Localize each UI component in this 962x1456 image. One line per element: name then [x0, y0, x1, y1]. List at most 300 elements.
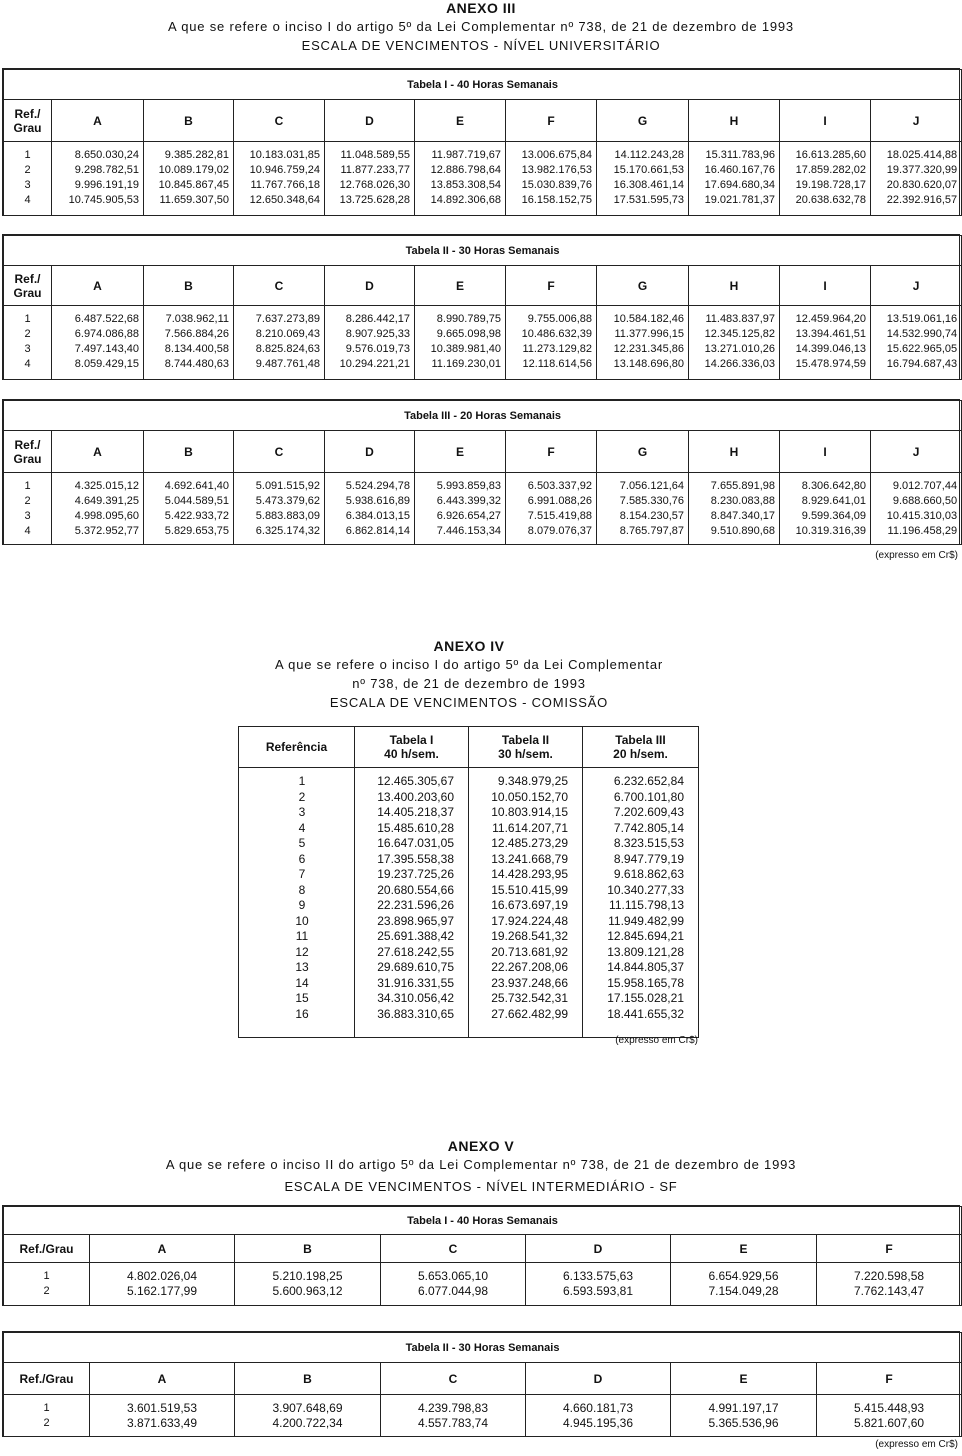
ref-grade-value: 2 [24, 164, 31, 176]
column-header: C [234, 266, 325, 306]
grade-table [3, 1332, 962, 1437]
salary-value: 14.532.990,74 [886, 328, 958, 340]
salary-value: 8.230.083,88 [710, 495, 775, 507]
salary-value: 3.907.648,69 [272, 1401, 343, 1415]
column-header: A [52, 266, 144, 306]
salary-value: 18.441.655,32 [607, 1006, 684, 1021]
salary-value: 27.618.242,55 [377, 944, 454, 959]
column-header: D [325, 431, 415, 473]
value-cell [871, 142, 962, 216]
salary-value: 16.647.031,05 [377, 836, 454, 850]
column-header-ref-line: Ref./ [14, 437, 41, 452]
value-cell [90, 1263, 235, 1306]
salary-value: 5.091.515,92 [255, 480, 320, 492]
column-header: J [871, 431, 962, 473]
column-header: E [671, 1235, 817, 1263]
reference-value: 1 [298, 774, 306, 788]
grade-table [3, 400, 962, 545]
salary-value: 10.050.152,70 [491, 789, 568, 804]
salary-value: 5.365.536,96 [708, 1416, 779, 1430]
value-cell [144, 473, 234, 545]
value-cell [415, 473, 506, 545]
salary-value: 6.487.522,68 [74, 313, 139, 325]
salary-value: 7.056.121,64 [619, 480, 684, 492]
salary-value: 5.993.859,83 [436, 480, 501, 492]
column-header-line: Tabela I [389, 733, 434, 747]
ref-grade-value: 3 [24, 510, 31, 522]
value-cell [52, 306, 144, 380]
salary-value: 8.059.429,15 [74, 358, 139, 370]
column-header: E [415, 100, 506, 142]
salary-value: 7.202.609,43 [613, 805, 684, 819]
salary-value: 4.802.026,04 [126, 1269, 198, 1283]
column-header: H [689, 100, 780, 142]
salary-value: 9.348.979,25 [497, 774, 568, 788]
salary-value: 11.048.589,55 [340, 149, 410, 161]
annex3-scale-title: ESCALA DE VENCIMENTOS - NÍVEL UNIVERSITÁRIO [301, 38, 661, 53]
ref-grade-value: 2 [43, 1285, 50, 1297]
value-cell [597, 142, 689, 216]
salary-value: 8.825.824,63 [255, 343, 320, 355]
commission-table [238, 726, 699, 1038]
value-cell [526, 1263, 671, 1306]
reference-value: 7 [298, 867, 306, 881]
ref-grade-value: 1 [24, 149, 31, 161]
reference-value: 16 [295, 1006, 309, 1021]
column-header: C [381, 1363, 526, 1395]
salary-value: 5.829.653,75 [164, 525, 229, 537]
salary-value: 7.566.884,26 [164, 328, 229, 340]
salary-value: 12.118.614,56 [522, 358, 592, 370]
salary-value: 11.483.837,97 [705, 313, 775, 325]
annex4-subtitle-1: A que se refere o inciso I do artigo 5º da Lei Complementar [275, 657, 663, 672]
salary-value: 19.268.541,32 [491, 929, 568, 943]
grade-table [3, 235, 962, 380]
salary-value: 19.377.320,99 [886, 164, 958, 176]
salary-value: 12.465.305,67 [377, 774, 454, 788]
column-header-line: Tabela III [615, 733, 666, 747]
salary-value: 12.768.026,30 [339, 179, 410, 191]
salary-value: 11.169.230,01 [431, 358, 501, 370]
salary-value: 6.133.575,63 [562, 1269, 634, 1283]
salary-value: 16.673.697,19 [491, 898, 568, 912]
value-cell [689, 142, 780, 216]
annex3-header [0, 0, 962, 55]
annex4-title: ANEXO IV [433, 638, 505, 654]
column-header-line: 30 h/sem. [498, 747, 553, 761]
value-cell [689, 473, 780, 545]
salary-value: 8.286.442,17 [345, 313, 410, 325]
salary-value: 12.886.798,64 [430, 164, 501, 176]
salary-value: 13.006.675,84 [521, 149, 592, 161]
salary-value: 10.183.031,85 [249, 149, 320, 161]
annex5-header [0, 1138, 962, 1196]
column-header-line: Tabela II [501, 733, 550, 747]
column-header: H [689, 431, 780, 473]
annex5-table-2 [2, 1331, 960, 1437]
ref-grade-value: 2 [43, 1417, 50, 1429]
value-cell [325, 142, 415, 216]
salary-value: 9.576.019,73 [345, 343, 410, 355]
salary-value: 12.650.348,64 [249, 194, 320, 206]
salary-value: 13.725.628,28 [339, 194, 410, 206]
ref-grade-value: 3 [24, 179, 31, 191]
salary-value: 13.241.668,79 [491, 851, 568, 866]
salary-value: 5.372.952,77 [74, 525, 139, 537]
annex4-header [230, 638, 708, 712]
value-cell [235, 1395, 381, 1437]
column-header [239, 727, 355, 768]
salary-value: 16.613.285,60 [795, 149, 866, 161]
salary-value: 13.982.176,53 [521, 164, 592, 176]
column-header: B [235, 1235, 381, 1263]
salary-value: 14.405.218,37 [377, 805, 454, 819]
salary-value: 3.601.519,53 [126, 1401, 198, 1415]
salary-value: 14.266.336,03 [704, 358, 775, 370]
salary-value: 15.510.415,99 [491, 882, 568, 897]
salary-value: 12.459.964,20 [795, 313, 866, 325]
ref-grade-value: 4 [24, 194, 31, 206]
column-header: B [144, 431, 234, 473]
salary-value: 6.443.399,32 [436, 495, 501, 507]
value-cell [817, 1395, 962, 1437]
salary-value: 9.618.862,63 [613, 867, 684, 881]
salary-value: 17.694.680,34 [704, 179, 775, 191]
value-cell [526, 1395, 671, 1437]
reference-value: 8 [298, 882, 306, 897]
salary-value: 3.871.633,49 [126, 1416, 198, 1430]
salary-value: 7.585.330,76 [619, 495, 684, 507]
ref-grade-cell [4, 1263, 90, 1306]
grade-table [3, 1206, 962, 1306]
salary-value: 4.557.783,74 [417, 1416, 489, 1430]
column-header: F [817, 1363, 962, 1395]
salary-value: 11.987.719,67 [431, 149, 501, 161]
salary-value: 20.830.620,07 [886, 179, 958, 191]
value-cell [780, 306, 871, 380]
salary-value: 16.158.152,75 [521, 194, 592, 206]
value-cell [583, 768, 699, 1038]
salary-value: 5.162.177,99 [126, 1284, 198, 1298]
salary-value: 6.700.101,80 [613, 789, 684, 804]
ref-grade-value: 1 [24, 480, 31, 492]
salary-value: 14.844.805,37 [607, 960, 684, 974]
column-header-line: 20 h/sem. [613, 747, 668, 761]
salary-value: 8.929.641,01 [801, 495, 866, 507]
salary-value: 10.319.316,39 [795, 525, 866, 537]
salary-value: 11.949.482,99 [608, 913, 684, 928]
salary-value: 7.154.049,28 [708, 1284, 779, 1298]
annex3-subtitle: A que se refere o inciso I do artigo 5º da Lei Complementar nº 738, de 21 de dezembro de 1993 [168, 19, 794, 34]
ref-grade-value: 1 [24, 313, 31, 325]
salary-value: 16.460.167,76 [704, 164, 775, 176]
salary-value: 9.012.707,44 [892, 480, 958, 492]
salary-value: 11.614.207,71 [492, 820, 568, 835]
column-header: J [871, 100, 962, 142]
salary-value: 8.323.515,53 [613, 836, 684, 850]
grade-table [3, 69, 962, 216]
salary-value: 29.689.610,75 [377, 960, 454, 974]
column-header: B [144, 266, 234, 306]
value-cell [90, 1395, 235, 1437]
salary-value: 4.998.095,60 [74, 510, 139, 522]
table-caption: Tabela I - 40 Horas Semanais [4, 70, 962, 100]
salary-value: 8.650.030,24 [74, 149, 139, 161]
annex3-table-2 [2, 234, 960, 380]
annex5-scale-title: ESCALA DE VENCIMENTOS - NÍVEL INTERMEDIÁRIO - SF [284, 1179, 678, 1194]
reference-value: 9 [298, 898, 306, 912]
salary-value: 15.311.783,96 [705, 149, 775, 161]
salary-value: 20.680.554,66 [377, 882, 454, 897]
ref-grade-value: 2 [24, 495, 31, 507]
annex4-subtitle-2: nº 738, de 21 de dezembro de 1993 [352, 676, 586, 691]
reference-value: 13 [295, 960, 309, 974]
salary-value: 19.237.725,26 [377, 867, 454, 881]
salary-value: 13.809.121,28 [607, 944, 684, 959]
value-cell [52, 142, 144, 216]
annex4-scale-title: ESCALA DE VENCIMENTOS - COMISSÃO [329, 695, 609, 710]
salary-value: 7.446.153,34 [436, 525, 501, 537]
salary-value: 8.154.230,57 [619, 510, 684, 522]
value-cell [780, 473, 871, 545]
column-header: F [506, 431, 597, 473]
reference-value: 5 [298, 836, 306, 850]
salary-value: 6.503.337,92 [527, 480, 592, 492]
salary-value: 6.862.814,14 [345, 525, 410, 537]
reference-value: 6 [298, 851, 306, 866]
salary-value: 8.306.642,80 [801, 480, 866, 492]
salary-value: 14.112.243,28 [614, 149, 684, 161]
salary-value: 4.945.195,36 [562, 1416, 634, 1430]
annex3-title: ANEXO III [446, 0, 516, 16]
column-header-ref-line: Grau [13, 285, 42, 300]
salary-value: 5.473.379,62 [255, 495, 320, 507]
value-cell [689, 306, 780, 380]
column-header: E [671, 1363, 817, 1395]
value-cell [871, 306, 962, 380]
column-header [583, 727, 699, 768]
salary-value: 12.845.694,21 [607, 929, 684, 943]
column-header: D [526, 1235, 671, 1263]
salary-value: 8.210.069,43 [255, 328, 320, 340]
ref-grade-value: 2 [24, 328, 31, 340]
column-header-ref-grade [4, 100, 52, 142]
salary-value: 34.310.056,42 [377, 991, 454, 1005]
salary-value: 6.926.654,27 [436, 510, 501, 522]
ref-grade-value: 3 [24, 343, 31, 355]
salary-value: 15.170.661,53 [613, 164, 684, 176]
salary-value: 22.231.596,26 [377, 898, 454, 912]
salary-value: 6.593.593,81 [562, 1284, 634, 1298]
salary-value: 6.232.652,84 [613, 774, 684, 788]
salary-value: 36.883.310,65 [377, 1006, 454, 1021]
salary-value: 15.485.610,28 [377, 820, 454, 835]
column-header: I [780, 100, 871, 142]
salary-value: 11.659.307,50 [159, 194, 229, 206]
value-cell [469, 768, 583, 1038]
value-cell [871, 473, 962, 545]
salary-value: 6.654.929,56 [708, 1269, 779, 1283]
salary-value: 8.990.789,75 [436, 313, 501, 325]
salary-value: 14.399.046,13 [795, 343, 866, 355]
salary-value: 14.428.293,95 [491, 867, 568, 881]
column-header-ref-line: Grau [13, 120, 42, 135]
salary-value: 25.732.542,31 [491, 991, 568, 1005]
column-header-line: Referência [265, 740, 328, 754]
column-header: I [780, 431, 871, 473]
value-cell [355, 768, 469, 1038]
annex5-table-1 [2, 1205, 960, 1306]
salary-value: 22.267.208,06 [491, 960, 568, 974]
salary-value: 9.996.191,19 [74, 179, 139, 191]
column-header: A [52, 100, 144, 142]
salary-value: 7.655.891,98 [710, 480, 775, 492]
salary-value: 4.991.197,17 [708, 1401, 779, 1415]
column-header: A [52, 431, 144, 473]
salary-value: 8.134.400,58 [164, 343, 229, 355]
salary-value: 11.196.458,29 [887, 525, 958, 537]
salary-value: 9.665.098,98 [436, 328, 501, 340]
annex5-title: ANEXO V [447, 1138, 515, 1154]
salary-value: 15.622.965,05 [886, 343, 958, 355]
reference-value: 3 [298, 805, 306, 819]
salary-value: 8.744.480,63 [164, 358, 229, 370]
column-header-ref-grade [4, 266, 52, 306]
salary-value: 11.377.996,15 [614, 328, 684, 340]
column-header: A [90, 1363, 235, 1395]
salary-value: 11.273.129,82 [522, 343, 592, 355]
column-header: E [415, 266, 506, 306]
reference-value: 14 [295, 975, 309, 990]
salary-value: 6.384.013,15 [345, 510, 410, 522]
salary-value: 5.821.607,60 [853, 1416, 925, 1430]
column-header: I [780, 266, 871, 306]
column-header-ref-grade: Ref./Grau [4, 1235, 90, 1263]
salary-value: 27.662.482,99 [491, 1006, 568, 1021]
salary-value: 8.765.797,87 [619, 525, 684, 537]
salary-value: 22.392.916,57 [886, 194, 958, 206]
salary-value: 9.688.660,50 [892, 495, 958, 507]
salary-value: 16.308.461,14 [613, 179, 684, 191]
salary-value: 9.510.890,68 [710, 525, 775, 537]
value-cell [506, 473, 597, 545]
salary-value: 7.220.598,58 [853, 1269, 925, 1283]
column-header: D [325, 266, 415, 306]
salary-value: 6.325.174,32 [255, 525, 320, 537]
salary-value: 17.859.282,02 [795, 164, 866, 176]
column-header: C [234, 100, 325, 142]
salary-value: 10.745.905,53 [68, 194, 139, 206]
salary-value: 7.762.143,47 [853, 1284, 925, 1298]
column-header: F [817, 1235, 962, 1263]
value-cell [671, 1395, 817, 1437]
salary-value: 6.974.086,88 [74, 328, 139, 340]
salary-value: 15.478.974,59 [795, 358, 866, 370]
salary-value: 15.030.839,76 [521, 179, 592, 191]
value-cell [415, 142, 506, 216]
reference-value: 2 [298, 789, 306, 804]
column-header: G [597, 100, 689, 142]
value-cell [506, 306, 597, 380]
salary-value: 13.271.010,26 [704, 343, 775, 355]
ref-grade-value: 4 [24, 525, 31, 537]
column-header: E [415, 431, 506, 473]
value-cell [597, 473, 689, 545]
column-header: F [506, 100, 597, 142]
column-header: G [597, 266, 689, 306]
salary-value: 5.524.294,78 [345, 480, 410, 492]
column-header: C [234, 431, 325, 473]
salary-value: 8.079.076,37 [527, 525, 592, 537]
salary-value: 9.755.006,88 [527, 313, 592, 325]
salary-value: 9.298.782,51 [74, 164, 139, 176]
salary-value: 11.877.233,77 [340, 164, 410, 176]
column-header: H [689, 266, 780, 306]
ref-grade-cell [4, 142, 52, 216]
salary-value: 5.210.198,25 [272, 1269, 343, 1283]
column-header: B [144, 100, 234, 142]
salary-value: 23.898.965,97 [377, 913, 454, 928]
value-cell [52, 473, 144, 545]
column-header-line: 40 h/sem. [384, 747, 439, 761]
column-header-ref-grade [4, 431, 52, 473]
column-header-ref-line: Grau [13, 451, 42, 466]
salary-value: 19.198.728,17 [795, 179, 866, 191]
reference-value: 12 [295, 944, 309, 959]
column-header-ref-grade: Ref./Grau [4, 1363, 90, 1395]
table-caption: Tabela I - 40 Horas Semanais [4, 1207, 962, 1235]
reference-value: 4 [298, 820, 306, 835]
ref-grade-value: 1 [43, 1270, 50, 1282]
salary-value: 23.937.248,66 [491, 975, 568, 990]
annex4-table [238, 726, 698, 1030]
salary-value: 10.415.310,03 [886, 510, 958, 522]
column-header: D [526, 1363, 671, 1395]
value-cell [325, 306, 415, 380]
column-header-ref-line: Ref./ [14, 106, 41, 121]
salary-value: 17.155.028,21 [607, 991, 684, 1005]
salary-value: 7.742.805,14 [613, 820, 684, 835]
salary-value: 10.845.867,45 [158, 179, 229, 191]
salary-value: 12.231.345,86 [613, 343, 684, 355]
column-header: B [235, 1363, 381, 1395]
value-cell [144, 142, 234, 216]
salary-value: 5.883.883,09 [255, 510, 320, 522]
salary-value: 4.649.391,25 [74, 495, 139, 507]
salary-value: 10.389.981,40 [430, 343, 501, 355]
salary-value: 17.531.595,73 [613, 194, 684, 206]
annex3-currency-note: (expresso em Cr$) [875, 550, 958, 561]
reference-value: 15 [295, 991, 309, 1005]
salary-value: 5.044.589,51 [164, 495, 229, 507]
salary-value: 14.892.306,68 [430, 194, 501, 206]
ref-grade-cell [4, 473, 52, 545]
value-cell [415, 306, 506, 380]
reference-cell [239, 768, 355, 1038]
salary-value: 10.584.182,46 [613, 313, 684, 325]
column-header: D [325, 100, 415, 142]
salary-value: 5.422.933,72 [164, 510, 229, 522]
salary-value: 5.600.963,12 [272, 1284, 343, 1298]
column-header-ref-line: Ref./ [14, 271, 41, 286]
salary-value: 8.947.779,19 [613, 851, 684, 866]
column-header [469, 727, 583, 768]
salary-value: 4.325.015,12 [74, 480, 139, 492]
salary-value: 4.200.722,34 [272, 1416, 343, 1430]
salary-value: 11.115.798,13 [609, 898, 684, 912]
salary-value: 5.938.616,89 [345, 495, 410, 507]
annex5-subtitle: A que se refere o inciso II do artigo 5º da Lei Complementar nº 738, de 21 de dezembro de 1993 [165, 1157, 797, 1172]
